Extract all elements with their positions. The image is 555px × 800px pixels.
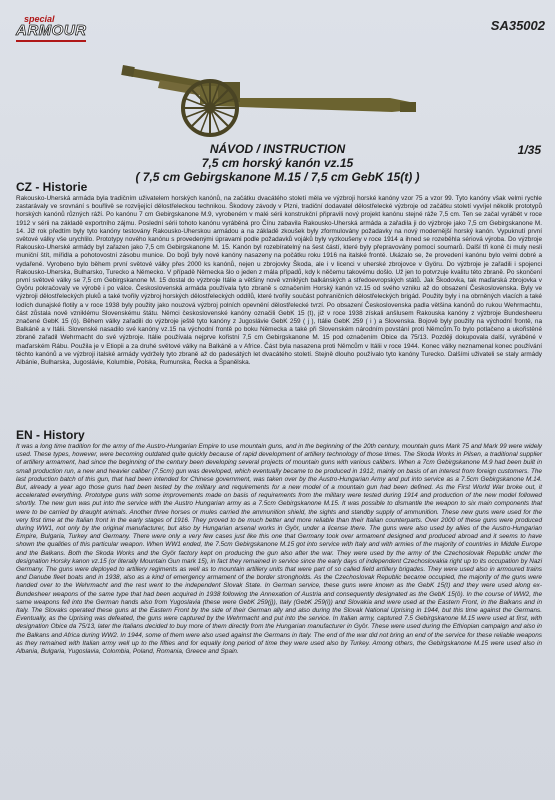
brand-logo-main: ARMOUR — [16, 22, 87, 39]
gun-muzzle — [121, 65, 135, 77]
cz-heading: CZ - Historie — [16, 180, 88, 194]
product-code: SA35002 — [490, 18, 545, 33]
gun-wheel — [183, 81, 237, 135]
brand-logo — [12, 14, 92, 44]
title-line-2: 7,5 cm horský kanón vz.15 — [201, 156, 354, 170]
title-block — [0, 142, 555, 184]
brand-logo-top: special — [24, 14, 55, 24]
en-heading: EN - History — [16, 428, 85, 442]
mountain-gun-illustration — [100, 40, 430, 140]
en-history-text: It was a long time tradition for the army of the Austro-Hungarian Empire to use mountain guns, and in the beginning of the 20th century, mountain guns Mark 75 and Mark 99 were widely used. These types, however, were becoming outdated quite quickly because of rapid development of artillery technology of those times. The Skoda Works in Pilsen, a traditional supplier of artillery armament, had since the beginning of the century been developing several projects of mountain guns with various calibers. When a 7cm Gebirgskanone M.9 had been built in small production run, a new and heavier caliber (7.5cm) gun was developed, which eventually became to be produced in 1912, mainly on basis of an interest from foreign customers. The last production batch of this gun, that had been intended for Chinese government, was taken over by the Austro-Hungarian Army and put into service as a 7.5cm Gebirgskanone M.14. But, already a year ago those guns had been tested by the military and requirements for a new model of a mountain gun had been defined. As the First World War broke out, it accelerated everything. Prototype guns with some improvements made on basis of requirements from the military were tested during 1914 and production of the new model followed shortly. The new gun was put into the service with the Austro Hungarian army as a 7.5cm Gebirgskanone M.15. It was possible to dismantle the weapon to six main components that were to be carried by draught animals. Another three horses or mules carried the ammunition shield, the sights and standby supply of ammunition. These new guns were used for the very first time at the Italian front in the early stages of 1916. They proved to be much better and more reliable than their Italian counterparts. Over 2000 of these guns were produced during WW1, not only by the original manufacturer, but also by Hungarian arsenal works in Györ, under a license there. The guns were also used by allies of the Austro-Hungarian Empire, Bulgaria, Turkey and Germany. There were only a very few cases just like this one that Germany took over armament designed and produced abroad and it seems to have shown the qualities of this particular weapon. When WW1 ended, the 7.5cm Gebirgskanone M.15 got into service with Italy and with armies of the majority of countries in Middle Europe and the Balkans. Both the Skoda Works and the Györ factory kept on producing the gun also after the war. They were used by the army of the Czechoslovak Republic under the designation Horsky kanon vz.15 (or literally Mountain Gun mark 15), in fact they remained in service since the early days of independent Czechoslovakia right up to its occupation by Nazi Germany. The guns were deployed to artillery regiments as well as to mountain artillery units that were part of so called field artillery brigades. They were used also in armoured trains and Danube fleet boats and in 1938, also as a kind of emergency armament of the border strongholds. As the Czechoslovak Republic became occupied, the majority of the guns were handed over to the Wehrmacht and the rest went to the independent Slovak State. In German service, these guns were known as the GebK 15(t) and they were used along ex-Bundesheer weapons of the same type that had been acquired in 1938 following the Annexation of Austria and consequently designated as the GebK 15(ö). In the course of WW2, the same weapons fell into the German hands also from Yugoslavia (these were GebK 259(j)), Italy (GebK 259(i)) and Slovakia and were used at the Eastern Front, in the Balkans and in Italy. The Slovaks operated these guns at the Eastern Front by the side of their German ally and also during the Slovak National Uprising in 1944, but this time against the Germans. Eventually, as the Uprising was defeated, the guns were captured by the Wehrmacht and put into the service. In Italian army, captured 7.5 Gebirgskanone M.15 were used at first, with designation Obice da 75/13, later the Italians decided to buy more of them directly from the Hungarian manufacturer in Györ. These were used during the Ethiopian campaign and also in the Balkans and Africa during WW2. In 1944, some of them were also used against the Germans in Italy. The end of the war did not bring an end of the service for these reliable weapons as they remained with Italian army well up to the fifties and for equally long period of time they were used also by Turkey. Among others, the Gebirgskanone M.15 were used also in Albania, Bulgaria, Yugoslavia, Colombia, Poland, Romania, Greece and Spain. — [16, 443, 542, 656]
brand-logo-bar — [16, 40, 86, 42]
title-line-1: NÁVOD / INSTRUCTION — [209, 142, 346, 156]
scale-label: 1/35 — [517, 143, 541, 157]
gun-trail-end — [400, 102, 416, 112]
gun-trail — [210, 98, 412, 112]
title-line-3: ( 7,5 cm Gebirgskanone M.15 / 7,5 cm GebK 15(t) ) — [135, 170, 420, 184]
cz-history-text: Rakousko-Uherská armáda byla tradičním uživatelem horských kanónů, na začátku dvacátého století měla ve výzbroji horské kanóny vzor 75 a vzor 99. Tyto kanóny však velmi rychle zastarávaly ve srovnání s bouřlivě se rozvíjející dělostřeleckou technikou. Škodovy závody v Plzni, tradiční dodavatel dělostřelecké výzbroje od začátku století vyvíjel několik prototypů horských kanónů různých ráží. Po kanónu 7 cm Gebirgskanone M.9, vyrobeném v malé sérii konstrukční připravili nový projekt kanónu stejné ráže 7,5 cm. Ten se začal vyrábět v roce 1912 v sérii na základě exportního zájmu. Poslední sérii tohoto kanónu vyráběná pro Čínu zabavila Rakousko-Uherská armáda a zařadila ji do výzbroje jako 7,5 cm Gebirgskanone M. 14. Již rok předtím byly tyto kanóny testovány Rakousko-Uherskou armádou a na základě zkoušek byly zformulovány požadavky na nový modernější horský kanón. Vypuknutí první světové války vše urychlilo. Prototypy nového kanónu s provedenými úpravami podle požadavků vojáků byly vyzkoušeny v roce 1914 a ihned se rozeběhla sériová výroba. Do výzbroje Rakousko-Uherské armády byl zařazen jako 7,5 cm Gebirgskanone M. 15. Kanón byl rozebíratelný na šest částí, které byly přepravovány pomocí soumarů. Další tři koně či muly nesli muniční štít, mířidla a pohotovostní zásobu munice. Do bojů byly nové kanóny nasazeny na počátku roku 1916 na italské frontě. Ukázalo se, že provedení kanónu bylo velmi dobré a vydařené. Vyrobeno bylo během první světové války přes 2000 ks kanónů, nejen u zbrojovky Škoda, ale i v licenci v uherské zbrojovce v Györu. Do výzbroje je zařadili i spojenci Rakousko-Uherska, Bulharsko, Turecko a Německo. V případě Německa šlo o jeden z mála případů, kdy k něčemu takovému došlo. Už jen to potvrzuje kvalitu této zbraně. Po skončení první světové války se 7,5 cm Gebirgskanone M. 15 dostal do výzbroje Itálie a většiny nově vzniklých balkánských a středoevropských států. Jak Škodovka, tak maďarská zbrojovka v Györu pokračovaly ve výrobě i po válce. Československá armáda používala tyto zbraně s označením Horský kanón vz.15 od svého vzniku až do obsazení Československa. Byly ve výzbroji dělostřeleckých pluků a také tvořily výzbroj horských dělostřeleckých oddílů, které tvořily součást pohraničních dělostřeleckých brigád. Použity byly i na obrněných vlacích a také lodích dunajské flotily a v roce 1938 byly použity jako nouzová výzbroj polních opevnění dělostřelecké tvrzí. Po obsazení Československa padla většina kanónů do rukou Wehrmachtu, část zůstala nově vzniklému Slovenskému štátu. Němci československé kanóny označili GebK 15 (t), již v roce 1938 získali anšlusem Rakouska kanóny z výzbroje Bundesheeru značené GebK 15 (ö). Během války zařadili do výzbroje ještě tyto kanóny z Jugoslávie GebK 259 ( j ), Itálie GebK 259 ( i ) a Slovenska. Bojově byly použity na východní frontě, na Balkáně a v Itálii. Slovenské nasadilo své kanóny vz.15 na východní frontě po boku Německa a také při Slovenském národním povstání proti Němcům.To bylo potlačeno a ukořistěné zbraně zařadil Wehrmacht do své výzbroje. Itálie používala nejprve kořistní 7,5 cm Gebirgskanone M. 15 pod označením Obice da 75/13. Později dokupovala další, vyráběné v maďarském Rábu. Použila je v Etiopii a za druhé světové války na Balkáně a v Africe. Část byla nasazena proti Němcům v Itálii v roce 1944. Konec války neznamenal konec používání těchto kanónů a ve výzbroji italské armády vydržely tyto zbraně až do padesátých let dvacátého století. Stejně dlouho používalo tyto kanóny Turecko. Dalšími uživateli se staly armády Albánie, Bulharska, Jugoslávie, Kolumbie, Polska, Rumunska, Řecka a Španělska. — [16, 195, 542, 367]
